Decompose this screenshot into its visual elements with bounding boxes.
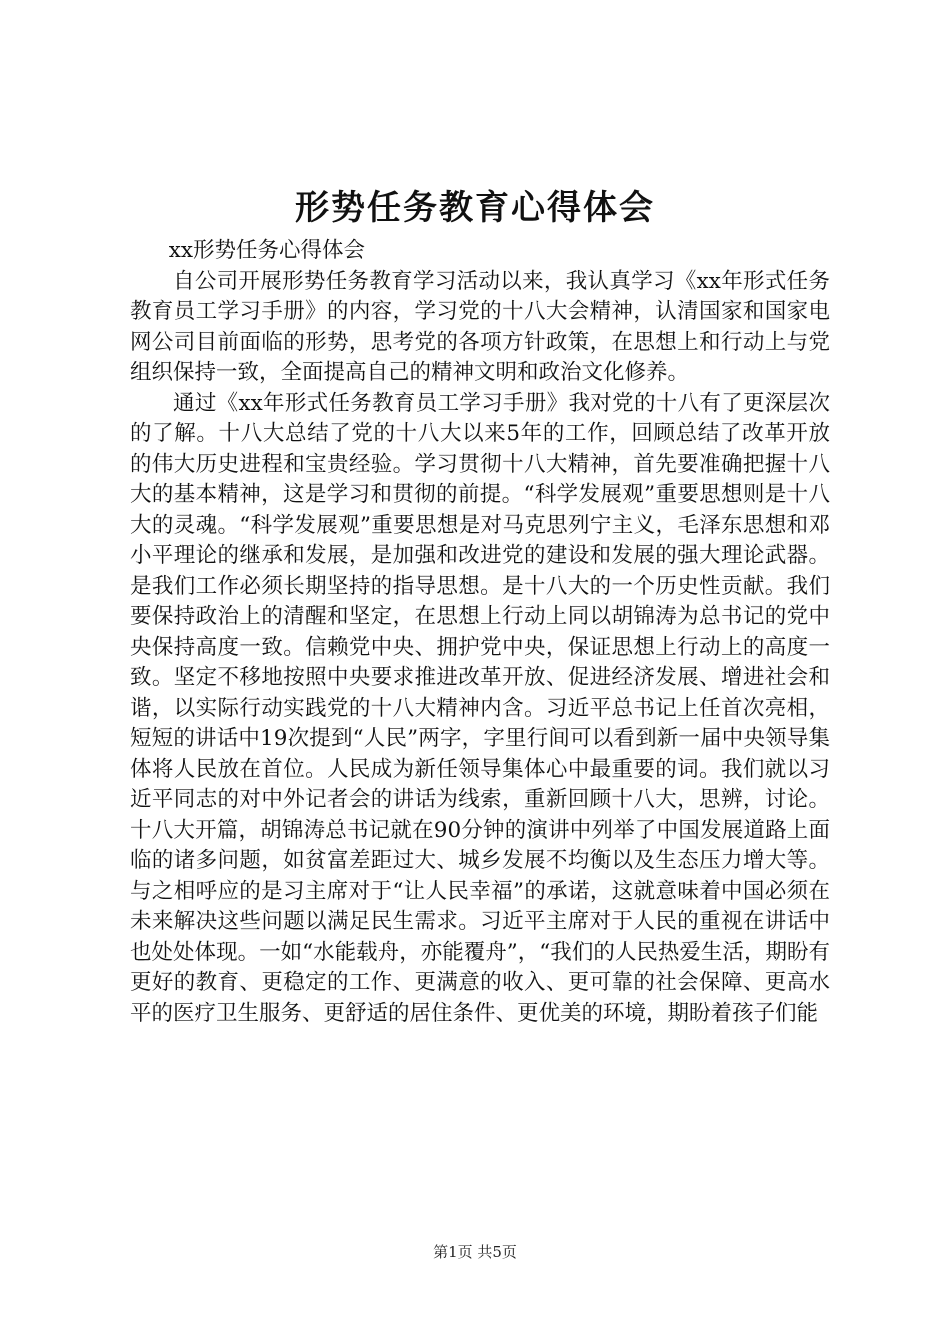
- paragraph-2: 通过《xx年形式任务教育员工学习手册》我对党的十八有了更深层次的了解。十八大总结了党的十八大以来5年的工作，回顾总结了改革开放的伟大历史进程和宝贵经验。学习贯彻十八大精神，首先要准确把握十八大的基本精神，这是学习和贯彻的前提。“科学发展观”重要思想则是十八大的灵魂。“科学发展观”重要思想是对马克思列宁主义，毛泽东思想和邓小平理论的继承和发展，是加强和改进党的建设和发展的强大理论武器。是我们工作必须长期坚持的指导思想。是十八大的一个历史性贡献。我们要保持政治上的清醒和坚定，在思想上行动上同以胡锦涛为总书记的党中央保持高度一致。信赖党中央、拥护党中央，保证思想上行动上的高度一致。坚定不移地按照中央要求推进改革开放、促进经济发展、增进社会和谐，以实际行动实践党的十八大精神内含。习近平总书记上任首次亮相，短短的讲话中19次提到“人民”两字，字里行间可以看到新一届中央领导集体将人民放在首位。人民成为新任领导集体心中最重要的词。我们就以习近平同志的对中外记者会的讲话为线索，重新回顾十八大，思辨，讨论。十八大开篇，胡锦涛总书记就在90分钟的演讲中列举了中国发展道路上面临的诸多问题，如贫富差距过大、城乡发展不均衡以及生态压力增大等。与之相呼应的是习主席对于“让人民幸福”的承诺，这就意味着中国必须在未来解决这些问题以满足民生需求。习近平主席对于人民的重视在讲话中也处处体现。一如“水能载舟，亦能覆舟”，“我们的人民热爱生活，期盼有更好的教育、更稳定的工作、更满意的收入、更可靠的社会保障、更高水平的医疗卫生服务、更舒适的居住条件、更优美的环境，期盼着孩子们能: [130, 390, 830, 1026]
- paragraph-1: 自公司开展形势任务教育学习活动以来，我认真学习《xx年形式任务教育员工学习手册》的内容，学习党的十八大会精神，认清国家和国家电网公司目前面临的形势，思考党的各项方针政策，在思想上和行动上与党组织保持一致，全面提高自己的精神文明和政治文化修养。: [130, 268, 830, 385]
- document-body: [130, 236, 830, 1029]
- page-number-footer: 第1页 共5页: [433, 1243, 517, 1261]
- document-title: 形势任务教育心得体会: [295, 188, 655, 228]
- document-subtitle: xx形势任务心得体会: [168, 238, 365, 263]
